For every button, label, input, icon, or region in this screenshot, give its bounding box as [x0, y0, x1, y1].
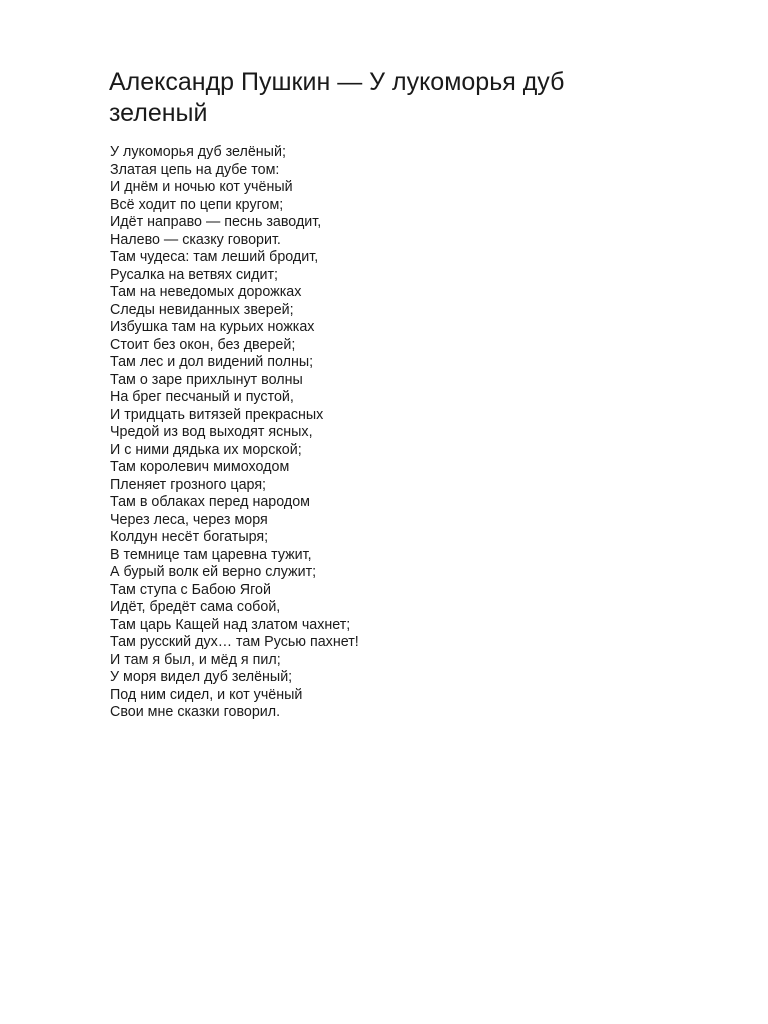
poem-line: Налево — сказку говорит.: [110, 231, 281, 248]
poem-line: Всё ходит по цепи кругом;: [110, 196, 284, 213]
poem-line: Следы невиданных зверей;: [110, 301, 294, 318]
poem-line: Под ним сидел, и кот учёный: [110, 686, 303, 703]
poem-line: Пленяет грозного царя;: [110, 476, 267, 493]
poem-line: Там царь Кащей над златом чахнет;: [110, 616, 351, 633]
poem-line: Идёт направо — песнь заводит,: [110, 214, 322, 230]
poem-line: И днём и ночью кот учёный: [110, 179, 293, 195]
poem-line: И тридцать витязей прекрасных: [110, 406, 324, 423]
poem-text: [110, 144, 610, 722]
poem-line: Там русский дух… там Русью пахнет!: [110, 634, 359, 650]
poem-line: И там я был, и мёд я пил;: [110, 651, 281, 668]
poem-line: Чредой из вод выходят ясных,: [110, 424, 313, 440]
poem-line: Избушка там на курьих ножках: [110, 319, 315, 335]
poem-line: У моря видел дуб зелёный;: [110, 669, 293, 685]
poem-line: Там чудеса: там леший бродит,: [110, 249, 319, 265]
poem-line: У лукоморья дуб зелёный;: [110, 144, 286, 160]
poem-line: На брег песчаный и пустой,: [110, 389, 294, 405]
poem-line: Свои мне сказки говорил.: [110, 704, 281, 720]
poem-line: А бурый волк ей верно служит;: [110, 564, 317, 580]
poem-line: И с ними дядька их морской;: [110, 441, 302, 458]
poem-line: В темнице там царевна тужит,: [110, 546, 312, 563]
poem-line: Через леса, через моря: [110, 511, 268, 528]
poem-line: Там королевич мимоходом: [110, 459, 290, 475]
poem-line: Там на неведомых дорожках: [110, 284, 302, 300]
poem-line: Стоит без окон, без дверей;: [110, 336, 296, 353]
poem-line: Там о заре прихлынут волны: [110, 371, 303, 388]
poem-line: Златая цепь на дубе том:: [110, 161, 280, 178]
poem-line: Русалка на ветвях сидит;: [110, 266, 279, 283]
poem-line: Идёт, бредёт сама собой,: [110, 599, 281, 615]
poem-line: Там ступа с Бабою Ягой: [110, 581, 271, 598]
poem-line: Там в облаках перед народом: [110, 494, 310, 510]
poem-line: Колдун несёт богатыря;: [110, 529, 269, 545]
document-title: Александр Пушкин — У лукоморья дуб зеленый: [109, 68, 565, 127]
poem-line: Там лес и дол видений полны;: [110, 354, 314, 370]
